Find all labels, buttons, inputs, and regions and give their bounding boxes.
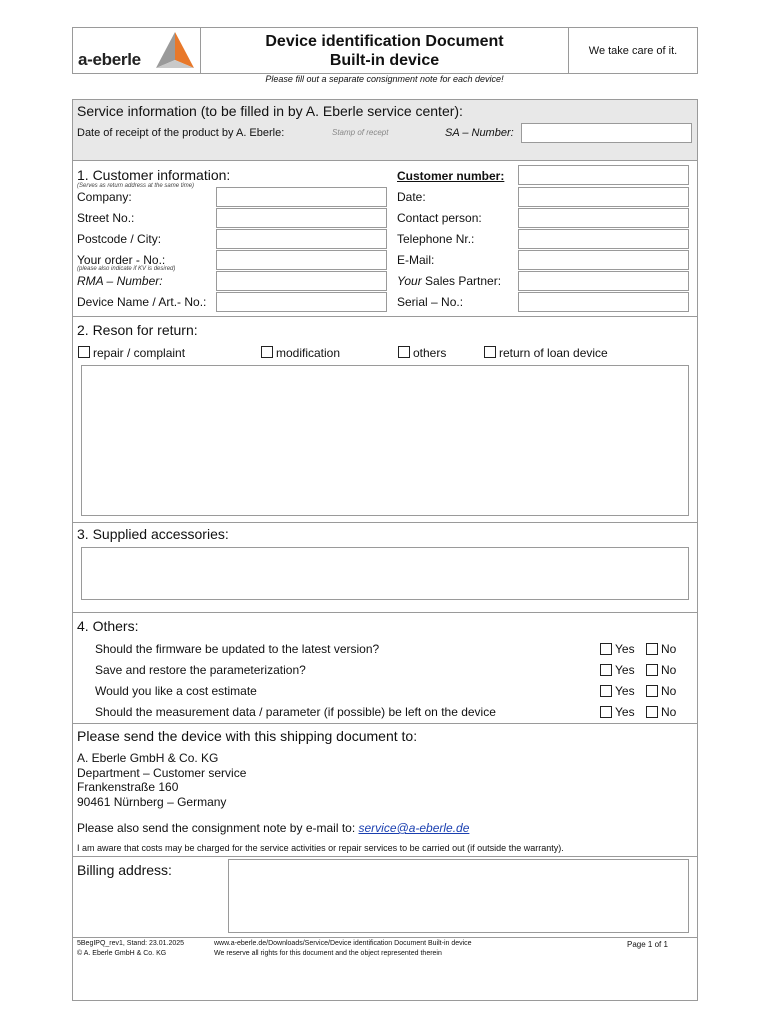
email-label: E-Mail: bbox=[397, 253, 435, 267]
yes-checkbox[interactable] bbox=[600, 685, 612, 697]
yes-label: Yes bbox=[615, 705, 635, 719]
others-question-row bbox=[95, 705, 695, 721]
street-label: Street No.: bbox=[77, 211, 135, 225]
shipping-title: Please send the device with this shipping document to: bbox=[77, 728, 418, 744]
divider-4 bbox=[73, 612, 697, 613]
rma-field[interactable] bbox=[216, 271, 387, 291]
cost-disclaimer: I am aware that costs may be charged for the service activities or repair services to be carried out (if outside the warranty). bbox=[77, 843, 564, 853]
no-checkbox[interactable] bbox=[646, 664, 658, 676]
receipt-date-label: Date of receipt of the product by A. Eberle: bbox=[77, 127, 285, 139]
subnote: Please fill out a separate consignment note for each device! bbox=[265, 74, 504, 84]
footer-page: Page 1 of 1 bbox=[627, 940, 668, 949]
address-line: A. Eberle GmbH & Co. KG bbox=[77, 751, 219, 765]
company-logo bbox=[78, 30, 198, 72]
customer-note: (Serves as return address at the same time) bbox=[77, 183, 195, 189]
billing-label: Billing address: bbox=[77, 862, 172, 878]
footer-doc-id: 5BegIPQ_rev1, Stand: 23.01.2025 bbox=[77, 940, 185, 947]
postcode-label: Postcode / City: bbox=[77, 232, 162, 246]
accessories-section-title: 3. Supplied accessories: bbox=[77, 526, 229, 542]
divider-3 bbox=[73, 522, 697, 523]
address-line: Frankenstraße 160 bbox=[77, 780, 179, 794]
order-label: Your order - No.: bbox=[77, 253, 166, 267]
title-line-2: Built-in device bbox=[329, 52, 440, 69]
device-label: Device Name / Art.- No.: bbox=[77, 295, 207, 309]
email-prefix: Please also send the consignment note by e-mail to: bbox=[77, 821, 359, 835]
question-text: Should the measurement data / parameter (if possible) be left on the device bbox=[95, 705, 496, 719]
footer-rights: We reserve all rights for this document and the object represented therein bbox=[214, 950, 442, 957]
postcode-field[interactable] bbox=[216, 229, 387, 249]
serial-field[interactable] bbox=[518, 292, 689, 312]
sa-number-label: SA – Number: bbox=[445, 127, 514, 139]
date-field[interactable] bbox=[518, 187, 689, 207]
others-question-row bbox=[95, 642, 695, 658]
reason-option-label: return of loan device bbox=[499, 346, 608, 360]
reason-option-label: repair / complaint bbox=[93, 346, 186, 360]
question-text: Should the firmware be updated to the latest version? bbox=[95, 642, 380, 656]
reason-option-label: modification bbox=[276, 346, 341, 360]
order-note: (please also indicate if KV is desired) bbox=[77, 266, 176, 272]
footer-copyright: © A. Eberle GmbH & Co. KG bbox=[77, 950, 167, 957]
yes-checkbox[interactable] bbox=[600, 706, 612, 718]
slogan: We take care of it. bbox=[588, 45, 678, 57]
rma-label: RMA – Number: bbox=[77, 274, 163, 288]
street-field[interactable] bbox=[216, 208, 387, 228]
document-title bbox=[200, 32, 569, 70]
others-question-row bbox=[95, 684, 695, 700]
device-field[interactable] bbox=[216, 292, 387, 312]
no-checkbox[interactable] bbox=[646, 685, 658, 697]
sales-partner-field[interactable] bbox=[518, 271, 689, 291]
accessories-textarea[interactable] bbox=[81, 547, 689, 600]
yes-label: Yes bbox=[615, 663, 635, 677]
email-field[interactable] bbox=[518, 250, 689, 270]
logo-text: a-eberle bbox=[78, 50, 141, 69]
shipping-address bbox=[77, 751, 246, 809]
yes-label: Yes bbox=[615, 642, 635, 656]
address-line: 90461 Nürnberg – Germany bbox=[77, 794, 227, 809]
stamp-placeholder: Stamp of recept bbox=[332, 128, 389, 137]
sales-partner-your: Your bbox=[397, 274, 422, 288]
reason-checkbox[interactable] bbox=[398, 346, 410, 358]
serial-label: Serial – No.: bbox=[397, 295, 464, 309]
title-line-1: Device identification Document bbox=[265, 33, 504, 50]
reason-option-label: others bbox=[413, 346, 447, 360]
contact-field[interactable] bbox=[518, 208, 689, 228]
logo-triangle-icon bbox=[154, 30, 196, 70]
yes-label: Yes bbox=[615, 684, 635, 698]
reason-textarea[interactable] bbox=[81, 365, 689, 516]
no-label: No bbox=[661, 642, 677, 656]
divider-6 bbox=[73, 856, 697, 857]
company-field[interactable] bbox=[216, 187, 387, 207]
company-label: Company: bbox=[77, 190, 132, 204]
sa-number-field[interactable] bbox=[521, 123, 692, 143]
yes-checkbox[interactable] bbox=[600, 643, 612, 655]
no-label: No bbox=[661, 705, 677, 719]
reason-checkbox[interactable] bbox=[78, 346, 90, 358]
divider-5 bbox=[73, 723, 697, 724]
sales-partner-rest: Sales Partner: bbox=[421, 274, 502, 288]
divider-1 bbox=[73, 160, 697, 161]
others-question-row bbox=[95, 663, 695, 679]
no-label: No bbox=[661, 663, 677, 677]
billing-address-field[interactable] bbox=[228, 859, 689, 933]
yes-checkbox[interactable] bbox=[600, 664, 612, 676]
reason-checkbox[interactable] bbox=[261, 346, 273, 358]
divider-7 bbox=[73, 937, 697, 938]
service-email-link[interactable]: service@a-eberle.de bbox=[358, 821, 470, 835]
divider-2 bbox=[73, 316, 697, 317]
telephone-field[interactable] bbox=[518, 229, 689, 249]
contact-label: Contact person: bbox=[397, 211, 482, 225]
service-info-title: Service information (to be filled in by A. Eberle service center): bbox=[77, 103, 463, 119]
no-checkbox[interactable] bbox=[646, 643, 658, 655]
address-line: Department – Customer service bbox=[77, 765, 247, 780]
customer-number-label: Customer number: bbox=[397, 169, 505, 183]
email-instruction bbox=[77, 821, 469, 835]
no-label: No bbox=[661, 684, 677, 698]
others-section-title: 4. Others: bbox=[77, 618, 139, 634]
telephone-label: Telephone Nr.: bbox=[397, 232, 475, 246]
no-checkbox[interactable] bbox=[646, 706, 658, 718]
date-label: Date: bbox=[397, 190, 426, 204]
sales-partner-label bbox=[397, 274, 501, 288]
question-text: Would you like a cost estimate bbox=[95, 684, 257, 698]
customer-section-title: 1. Customer information: bbox=[77, 167, 231, 183]
reason-checkbox[interactable] bbox=[484, 346, 496, 358]
customer-number-field[interactable] bbox=[518, 165, 689, 185]
order-field[interactable] bbox=[216, 250, 387, 270]
footer-url: www.a-eberle.de/Downloads/Service/Device identification Document Built-in device bbox=[214, 940, 472, 947]
question-text: Save and restore the parameterization? bbox=[95, 663, 306, 677]
reason-section-title: 2. Reson for return: bbox=[77, 322, 198, 338]
